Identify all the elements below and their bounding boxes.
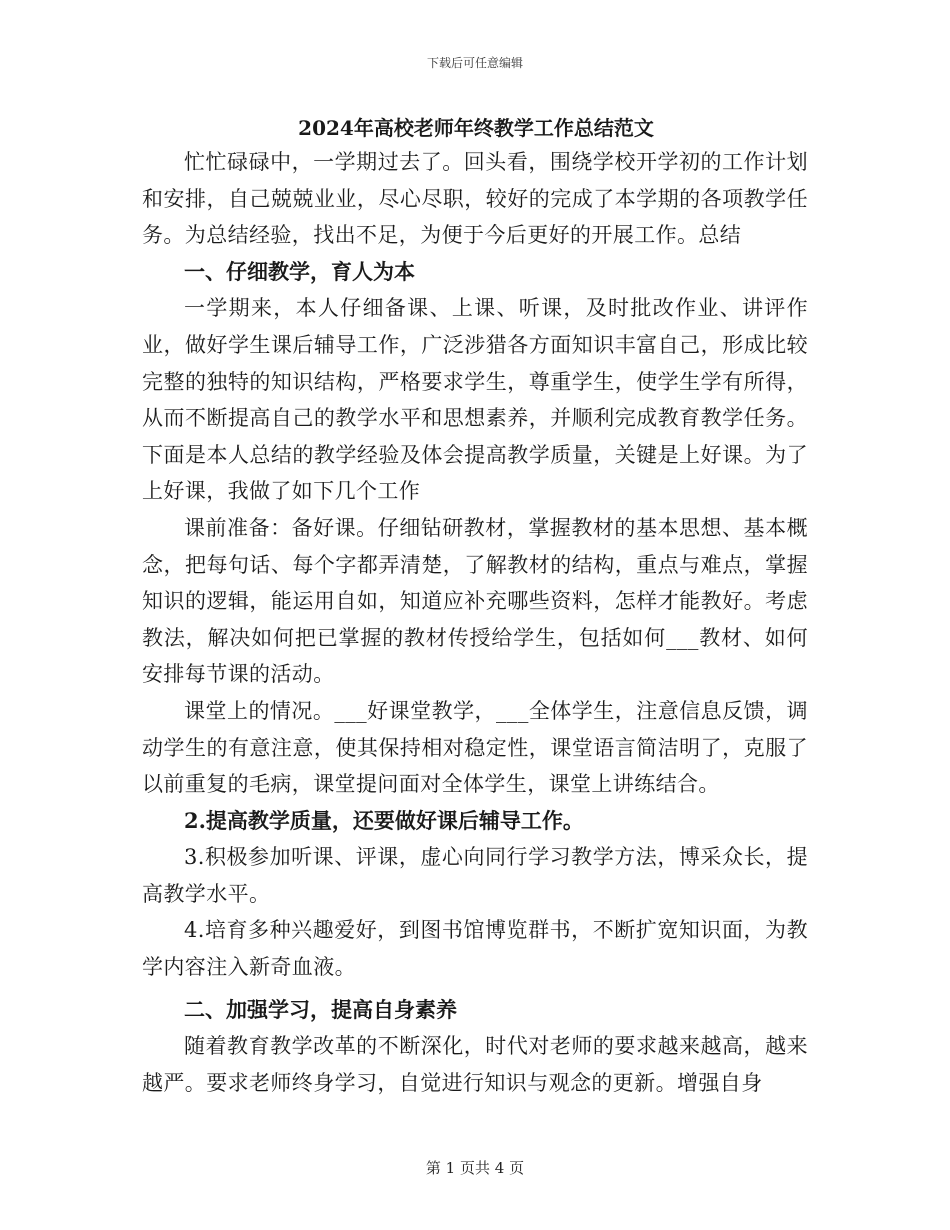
- page-header-note: 下载后可任意编辑: [426, 56, 523, 70]
- section-2-heading: 二、加强学习，提高自身素养: [184, 996, 457, 1022]
- section-1-item-3: 3.积极参加听课、评课，虚心向同行学习教学方法，博采众长，提高教学水平。: [142, 845, 808, 906]
- section-1-paragraph-3: 课堂上的情况。___好课堂教学，___全体学生，注意信息反馈，调动学生的有意注意，使其保持相对稳定性，课堂语言简洁明了，克服了以前重复的毛病，课堂提问面对全体学生，课堂上讲练结合。: [142, 698, 808, 797]
- section-1-paragraph-2: 课前准备：备好课。仔细钻研教材，掌握教材的基本思想、基本概念，把每句话、每个字都弄清楚，了解教材的结构，重点与难点，掌握知识的逻辑，能运用自如，知道应补充哪些资料，怎样才能教好。考虑教法，解决如何把已掌握的教材传授给学生，包括如何___教材、如何安排每节课的活动。: [142, 515, 808, 687]
- section-1-item-2: 2.提高教学质量，还要做好课后辅导工作。: [184, 807, 584, 833]
- document-body: [142, 112, 808, 1101]
- section-1-item-4: 4.培育多种兴趣爱好，到图书馆博览群书，不断扩宽知识面，为教学内容注入新奇血液。: [142, 918, 808, 980]
- page-number: 第 1 页共 4 页: [425, 1159, 525, 1177]
- section-2-paragraph-1: 随着教育教学改革的不断深化，时代对老师的要求越来越高，越来越严。要求老师终身学习，自觉进行知识与观念的更新。增强自身: [142, 1034, 808, 1095]
- section-1-paragraph-1: 一学期来，本人仔细备课、上课、听课，及时批改作业、讲评作业，做好学生课后辅导工作，广泛涉猎各方面知识丰富自己，形成比较完整的独特的知识结构，严格要求学生，尊重学生，使学生学有所得，从而不断提高自己的教学水平和思想素养，并顺利完成教育教学任务。下面是本人总结的教学经验及体会提高教学质量，关键是上好课。为了上好课，我做了如下几个工作: [142, 296, 808, 504]
- intro-paragraph: 忙忙碌碌中，一学期过去了。回头看，围绕学校开学初的工作计划和安排，自己兢兢业业，尽心尽职，较好的完成了本学期的各项教学任务。为总结经验，找出不足，为便于今后更好的开展工作。总结: [142, 150, 808, 248]
- section-1-heading: 一、仔细教学，育人为本: [184, 258, 415, 284]
- document-title: 2024年高校老师年终教学工作总结范文: [298, 116, 654, 140]
